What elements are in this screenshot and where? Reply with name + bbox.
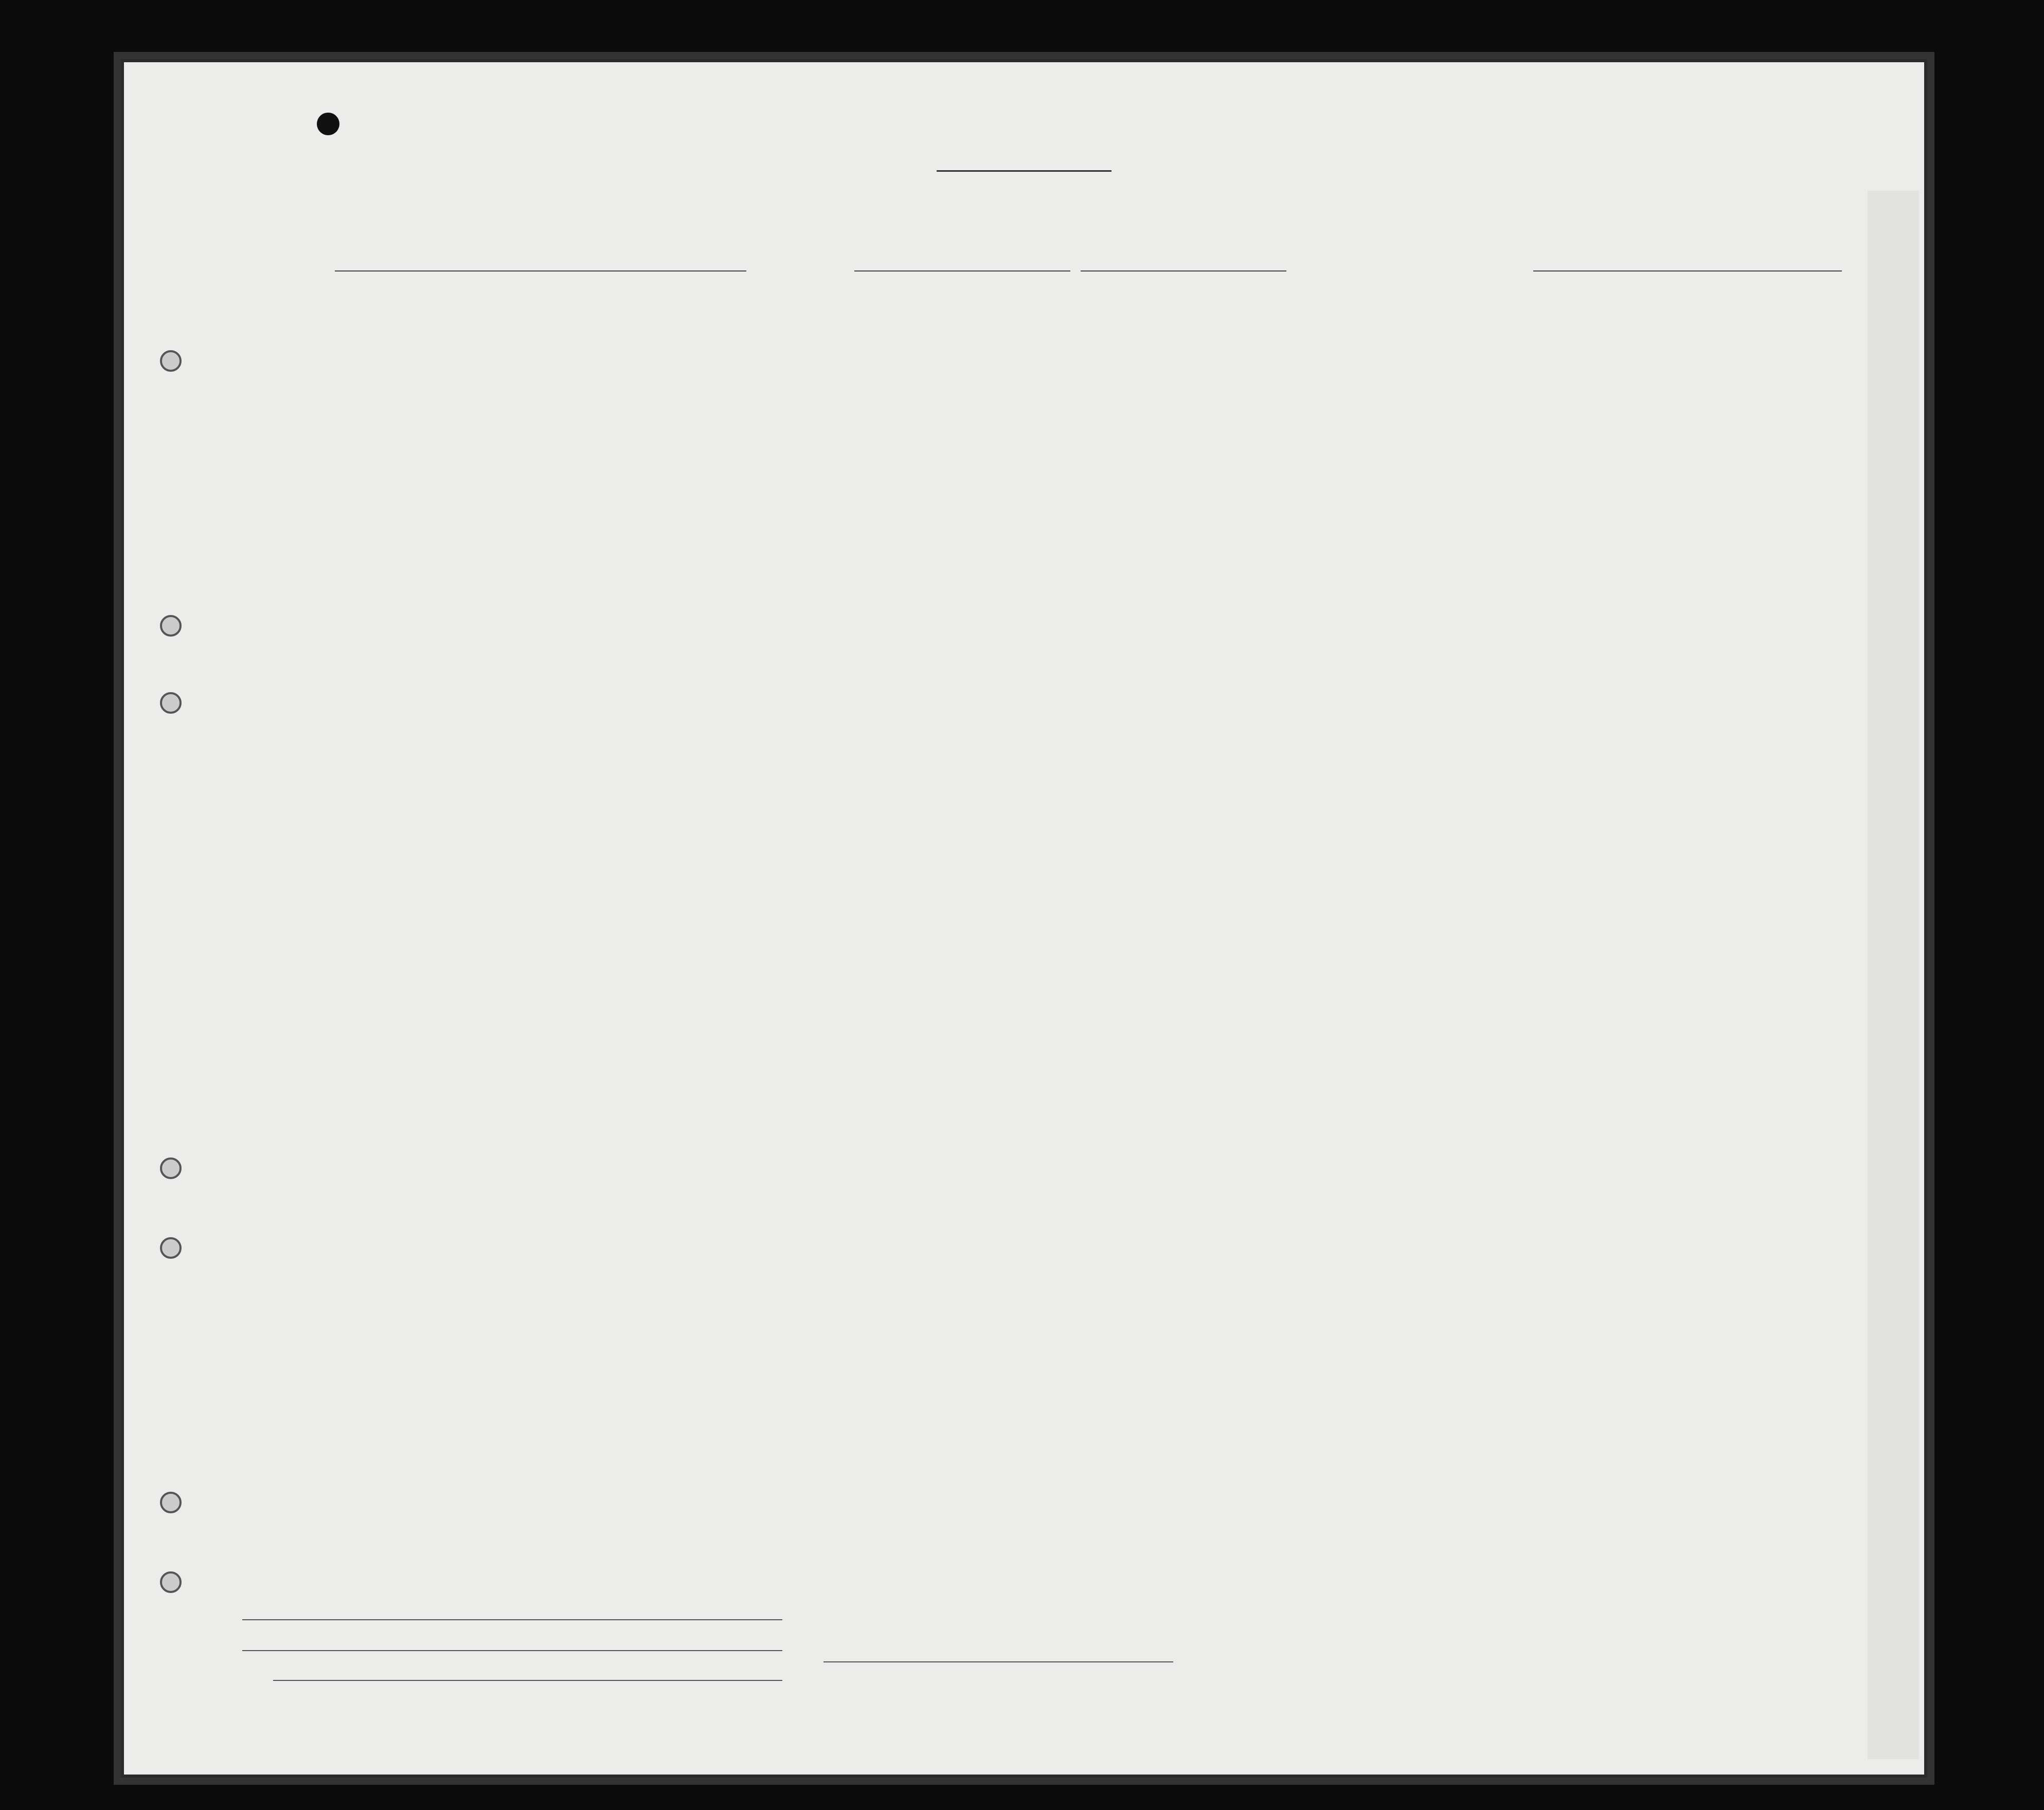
col8-header (1261, 299, 1322, 321)
col4-header (726, 299, 808, 310)
col12-header (1533, 299, 1628, 333)
binder-hole (160, 615, 182, 637)
col10-header (1384, 299, 1436, 333)
vessel-underline (335, 270, 746, 272)
col1-header (196, 299, 247, 310)
side-strip (1868, 191, 1919, 1759)
line-underline (242, 1619, 782, 1620)
owners-underline (242, 1650, 782, 1651)
from-underline (1533, 270, 1842, 272)
binder-hole (160, 1492, 182, 1513)
col15-header (1721, 299, 1839, 321)
col9-header (1325, 299, 1382, 333)
col5-header (813, 299, 947, 321)
month-underline (1081, 270, 1286, 272)
port-underline (854, 270, 1070, 272)
inspector-underline (823, 1661, 1173, 1662)
manifest-sheet (121, 59, 1927, 1778)
col11-header (1438, 299, 1531, 333)
binder-hole (160, 350, 182, 372)
col3-header (631, 299, 718, 310)
binder-hole (160, 1237, 182, 1259)
title-rule (937, 170, 1111, 172)
binder-hole (160, 1571, 182, 1593)
col14-header (1672, 299, 1718, 333)
binder-hole (160, 692, 182, 714)
ink-blot (317, 113, 339, 135)
col13-header (1631, 299, 1672, 333)
col7-header (1140, 299, 1258, 321)
binder-hole (160, 1157, 182, 1179)
agents-underline (273, 1680, 782, 1681)
